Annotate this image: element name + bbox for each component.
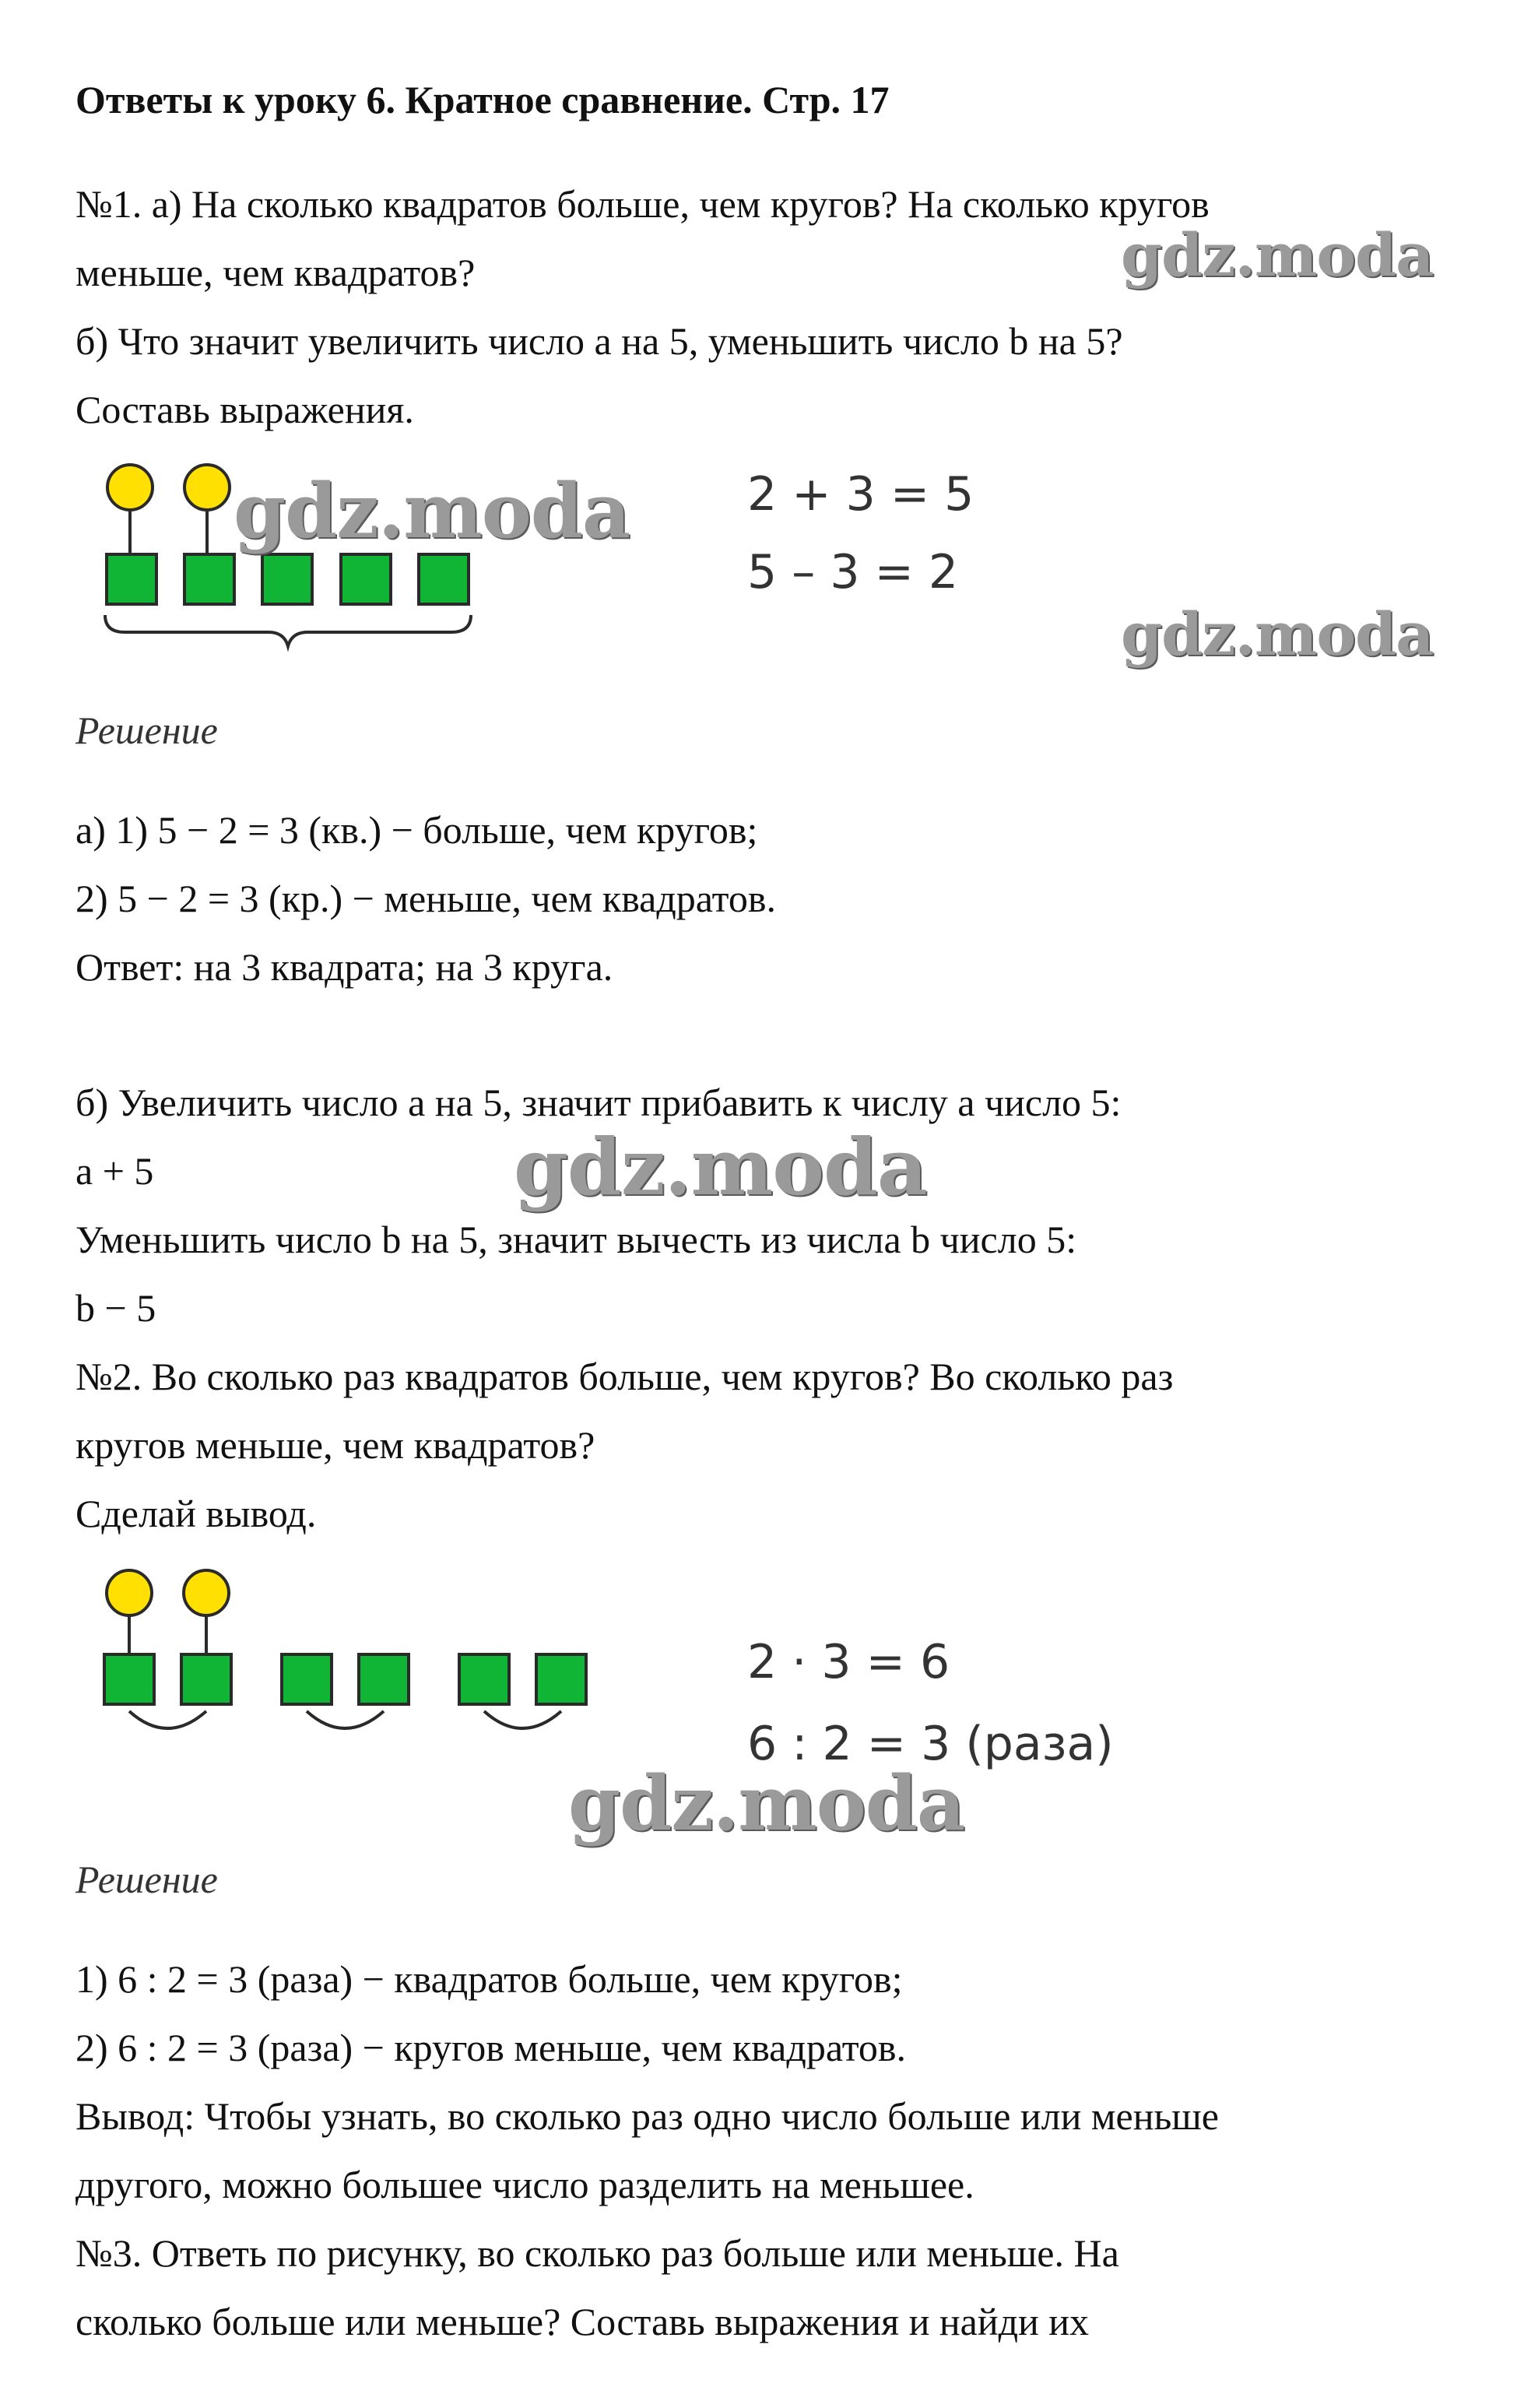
- arc-shape: [307, 1711, 384, 1728]
- task2-figure: [93, 1565, 607, 1736]
- conclusion-line: Вывод: Чтобы узнать, во сколько раз одно число больше или меньше: [75, 2094, 1219, 2138]
- square-shape: [459, 1654, 509, 1704]
- page-title: Ответы к уроку 6. Кратное сравнение. Стр. 17: [75, 78, 890, 121]
- watermark: gdz.moda: [234, 467, 630, 555]
- square-shape: [262, 554, 312, 604]
- figure-equation-2: 5 – 3 = 2: [747, 545, 959, 599]
- square-shape: [341, 554, 391, 604]
- solution-label: Решение: [75, 1858, 218, 1901]
- solution-line: a + 5: [75, 1149, 154, 1193]
- task1-line1: №1. а) На сколько квадратов больше, чем кругов? На сколько кругов: [75, 182, 1210, 226]
- solution-line: 1) 6 : 2 = 3 (раза) − квадратов больше, чем кругов;: [75, 1957, 903, 2001]
- watermark: gdz.moda: [1121, 220, 1434, 290]
- task2-line2: кругов меньше, чем квадратов?: [75, 1423, 595, 1467]
- task2-line1: №2. Во сколько раз квадратов больше, чем кругов? Во сколько раз: [75, 1355, 1174, 1398]
- answer-line: Ответ: на 3 квадрата; на 3 круга.: [75, 945, 613, 989]
- square-shape: [104, 1654, 154, 1704]
- square-shape: [181, 1654, 231, 1704]
- figure-equation-1: 2 + 3 = 5: [747, 467, 974, 522]
- solution-line: б) Увеличить число а на 5, значит прибавить к числу а число 5:: [75, 1081, 1122, 1124]
- circle-shape: [184, 465, 230, 562]
- square-shape: [359, 1654, 409, 1704]
- task1-line3: б) Что значит увеличить число а на 5, уменьшить число b на 5?: [75, 319, 1123, 363]
- solution-line: а) 1) 5 − 2 = 3 (кв.) − больше, чем кругов;: [75, 808, 758, 852]
- task1-line4: Составь выражения.: [75, 388, 414, 431]
- figure-equation-1: 2 · 3 = 6: [747, 1635, 950, 1689]
- square-shape: [184, 554, 234, 604]
- task1-line2: меньше, чем квадратов?: [75, 251, 476, 294]
- brace-shape: [105, 615, 471, 646]
- watermark: gdz.moda: [568, 1759, 965, 1847]
- circle-shape: [184, 1570, 229, 1662]
- solution-label: Решение: [75, 708, 218, 752]
- solution-line: 2) 6 : 2 = 3 (раза) − кругов меньше, чем квадратов.: [75, 2026, 907, 2069]
- watermark: gdz.moda: [514, 1121, 927, 1213]
- square-shape: [282, 1654, 332, 1704]
- task3-line1: №3. Ответь по рисунку, во сколько раз больше или меньше. На: [75, 2231, 1119, 2275]
- circle-shape: [107, 1570, 152, 1662]
- task3-line2: сколько больше или меньше? Составь выражения и найди их: [75, 2300, 1090, 2343]
- solution-line: b − 5: [75, 1286, 156, 1330]
- watermark: gdz.moda: [1121, 599, 1434, 669]
- task2-line3: Сделай вывод.: [75, 1492, 317, 1535]
- figure-equation-2: 6 : 2 = 3 (раза): [747, 1717, 1114, 1771]
- square-shape: [419, 554, 469, 604]
- arc-shape: [484, 1711, 561, 1728]
- solution-line: Уменьшить число b на 5, значит вычесть из числа b число 5:: [75, 1218, 1077, 1261]
- square-shape: [107, 554, 156, 604]
- arc-shape: [129, 1711, 206, 1728]
- conclusion-line: другого, можно большее число разделить на меньшее.: [75, 2163, 974, 2206]
- solution-line: 2) 5 − 2 = 3 (кр.) − меньше, чем квадратов.: [75, 877, 776, 920]
- square-shape: [536, 1654, 586, 1704]
- circle-shape: [107, 465, 153, 562]
